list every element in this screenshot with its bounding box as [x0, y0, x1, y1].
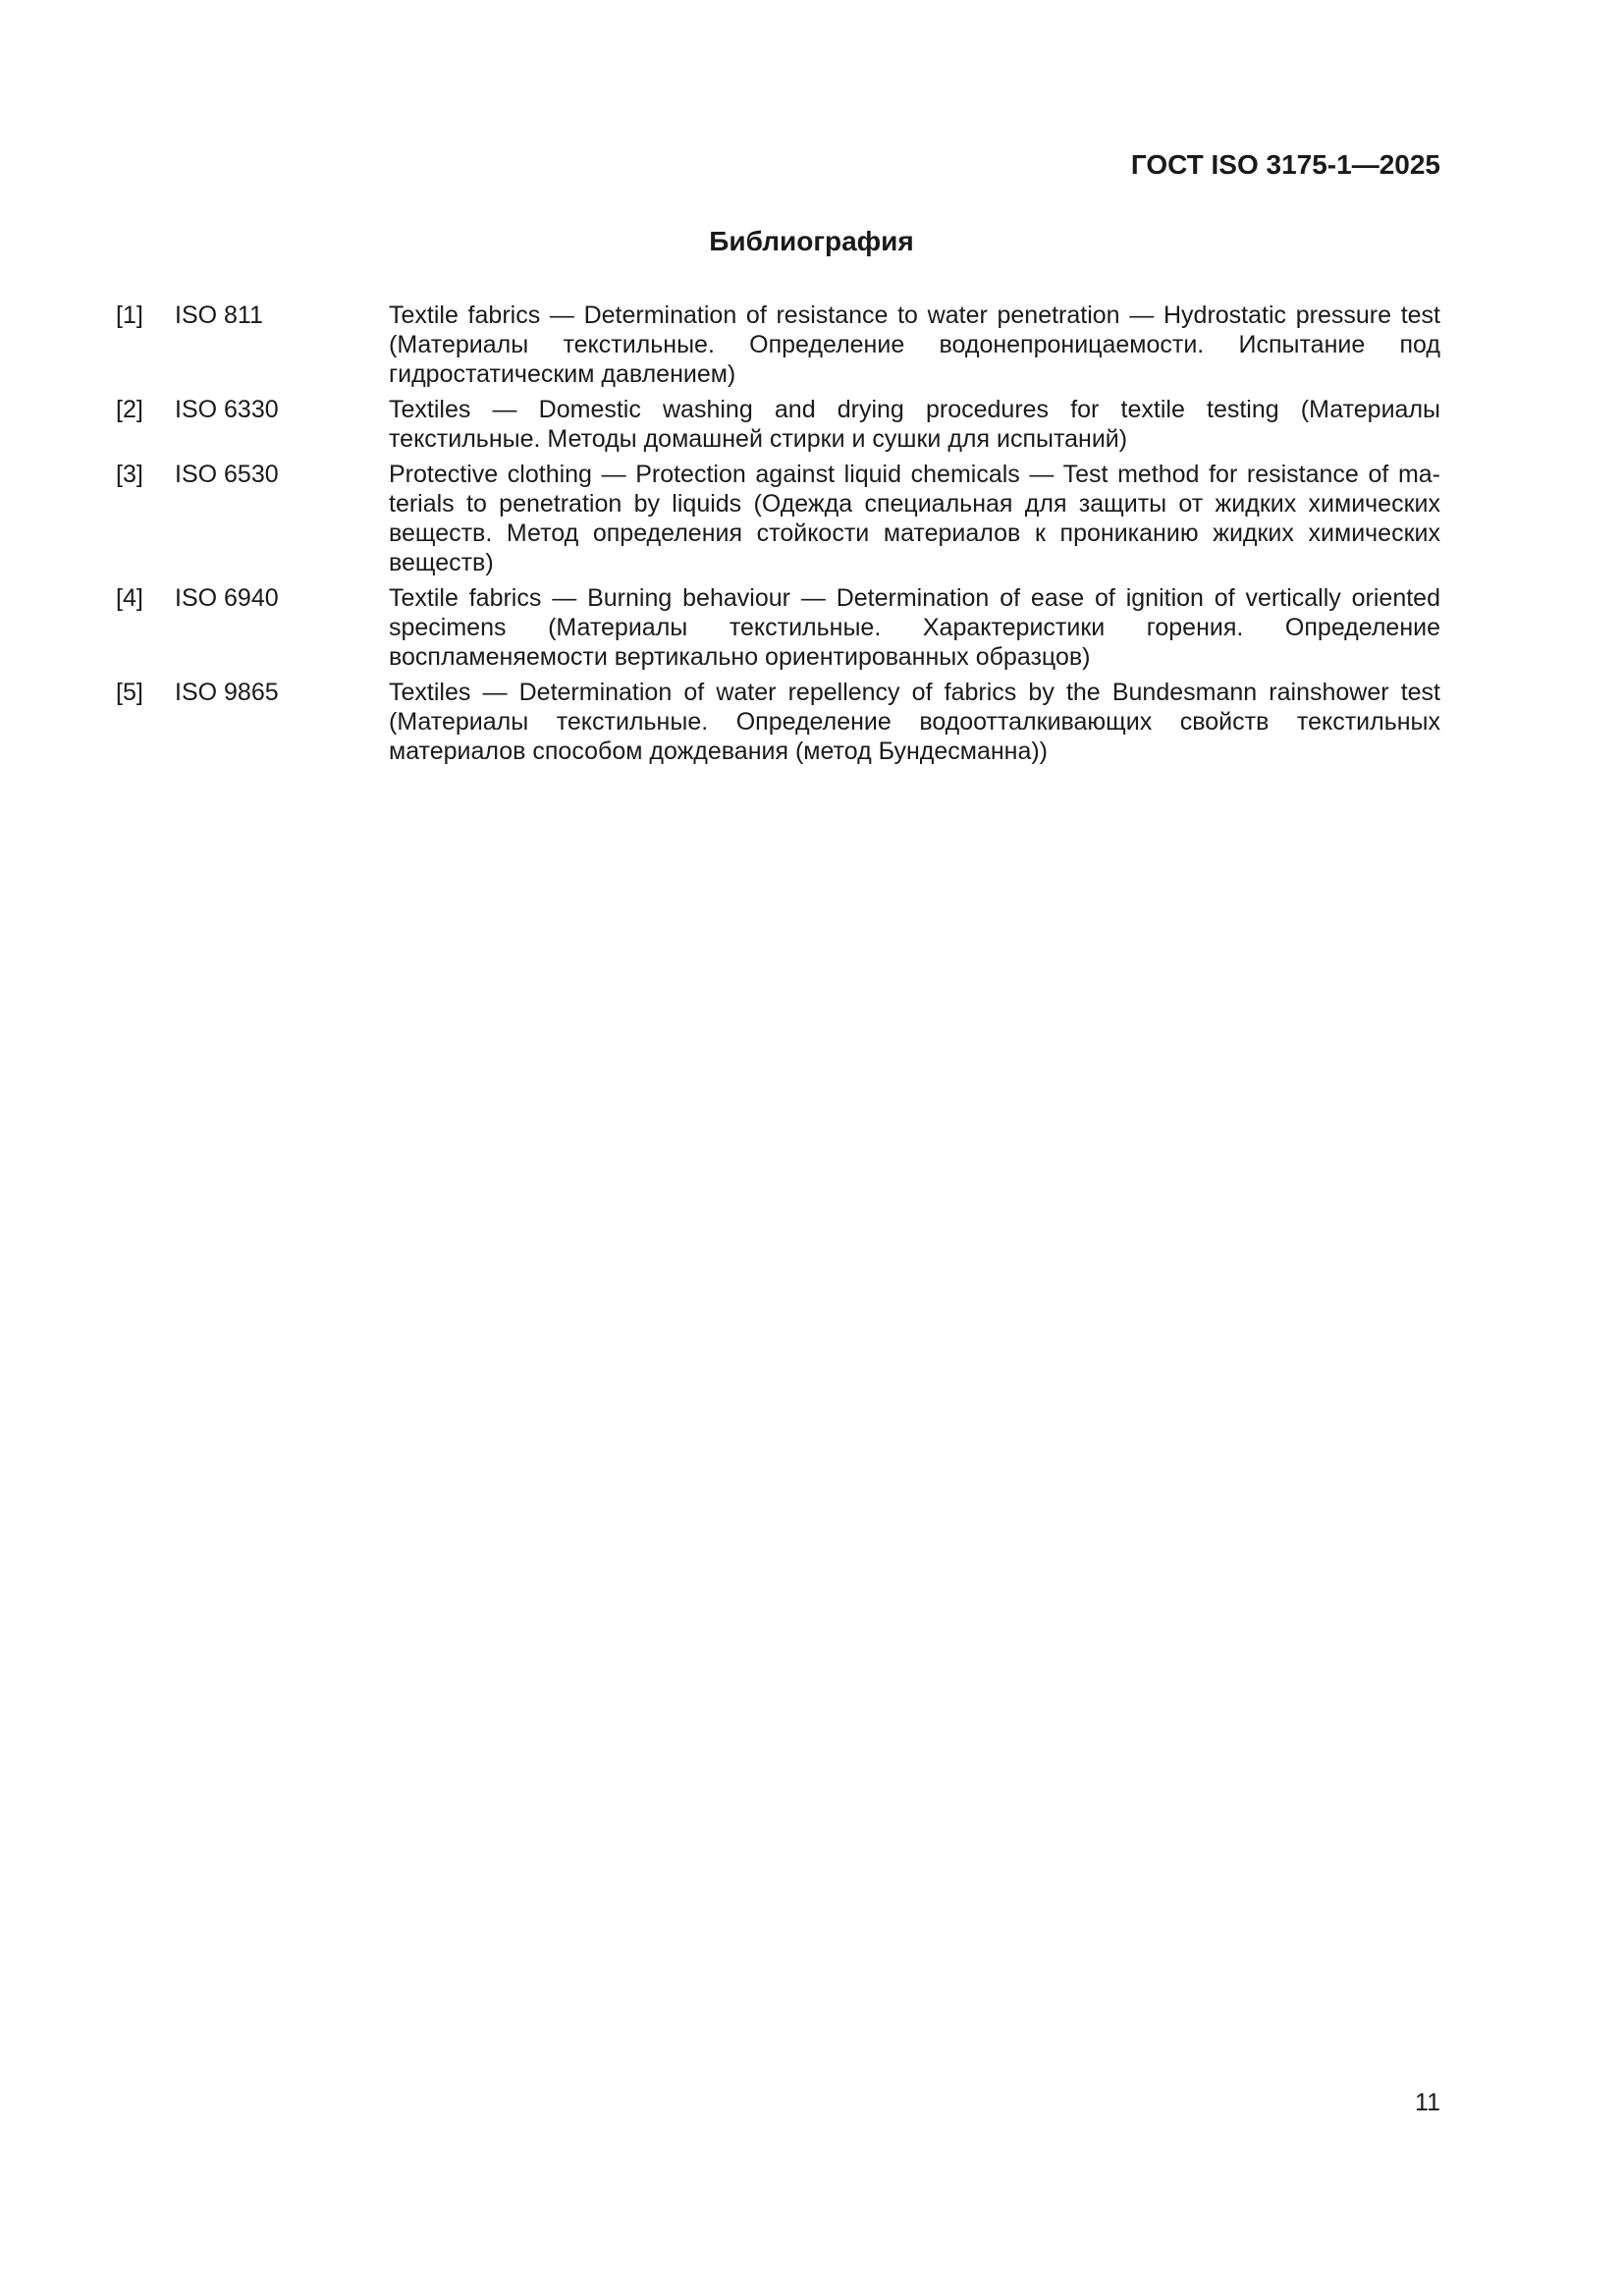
- bibliography-entry: [116, 678, 1440, 766]
- bibliography-title: Библиография: [709, 226, 914, 256]
- entry-number: [5]: [116, 679, 143, 706]
- standard-code: ISO 9865: [175, 679, 279, 706]
- entry-number: [2]: [116, 396, 143, 423]
- standard-code: ISO 811: [175, 301, 263, 329]
- entry-description: Textile fabrics — Determination of resistance to water penetration — Hydrostatic pressure test (Материалы текстильные. Определение водонепроницаемости. Испытание под гидростатическим давлением): [389, 301, 1440, 388]
- entry-description: Protective clothing — Protection against liquid chemicals — Test method for resistance of materials to penetration by liquids (Одежда специальная для защиты от жидких химических веществ. Метод определения стойкости материалов к прониканию жидких химических веществ): [389, 461, 1440, 576]
- bibliography-entry: [116, 395, 1440, 454]
- entry-description: Textiles — Domestic washing and drying procedures for textile testing (Материалы текстильные. Методы домашней стирки и сушки для испытаний): [389, 396, 1440, 453]
- page-number: 11: [1415, 2089, 1440, 2116]
- entry-description: Textiles — Determination of water repellency of fabrics by the Bundesmann rainshower test (Материалы текстильные. Определение водоотталкивающих свойств текстильных материалов способом дождевания (метод Бундесманна)): [389, 679, 1440, 765]
- standard-code: ISO 6940: [175, 584, 279, 612]
- bibliography-entry: [116, 460, 1440, 577]
- standard-code: ISO 6530: [175, 461, 279, 488]
- bibliography-entry: [116, 583, 1440, 672]
- entry-number: [3]: [116, 461, 143, 488]
- entry-number: [4]: [116, 584, 143, 612]
- bibliography-list: [116, 301, 1440, 772]
- standard-code: ISO 6330: [175, 396, 279, 423]
- document-id-header: ГОСТ ISO 3175-1—2025: [1130, 149, 1440, 180]
- entry-description: Textile fabrics — Burning behaviour — Determination of ease of ignition of vertically oriented specimens (Материалы текстильные. Характеристики горения. Определение воспламеняемости вертикально ориентированных образцов): [389, 584, 1440, 671]
- bibliography-entry: [116, 301, 1440, 389]
- entry-number: [1]: [116, 301, 143, 329]
